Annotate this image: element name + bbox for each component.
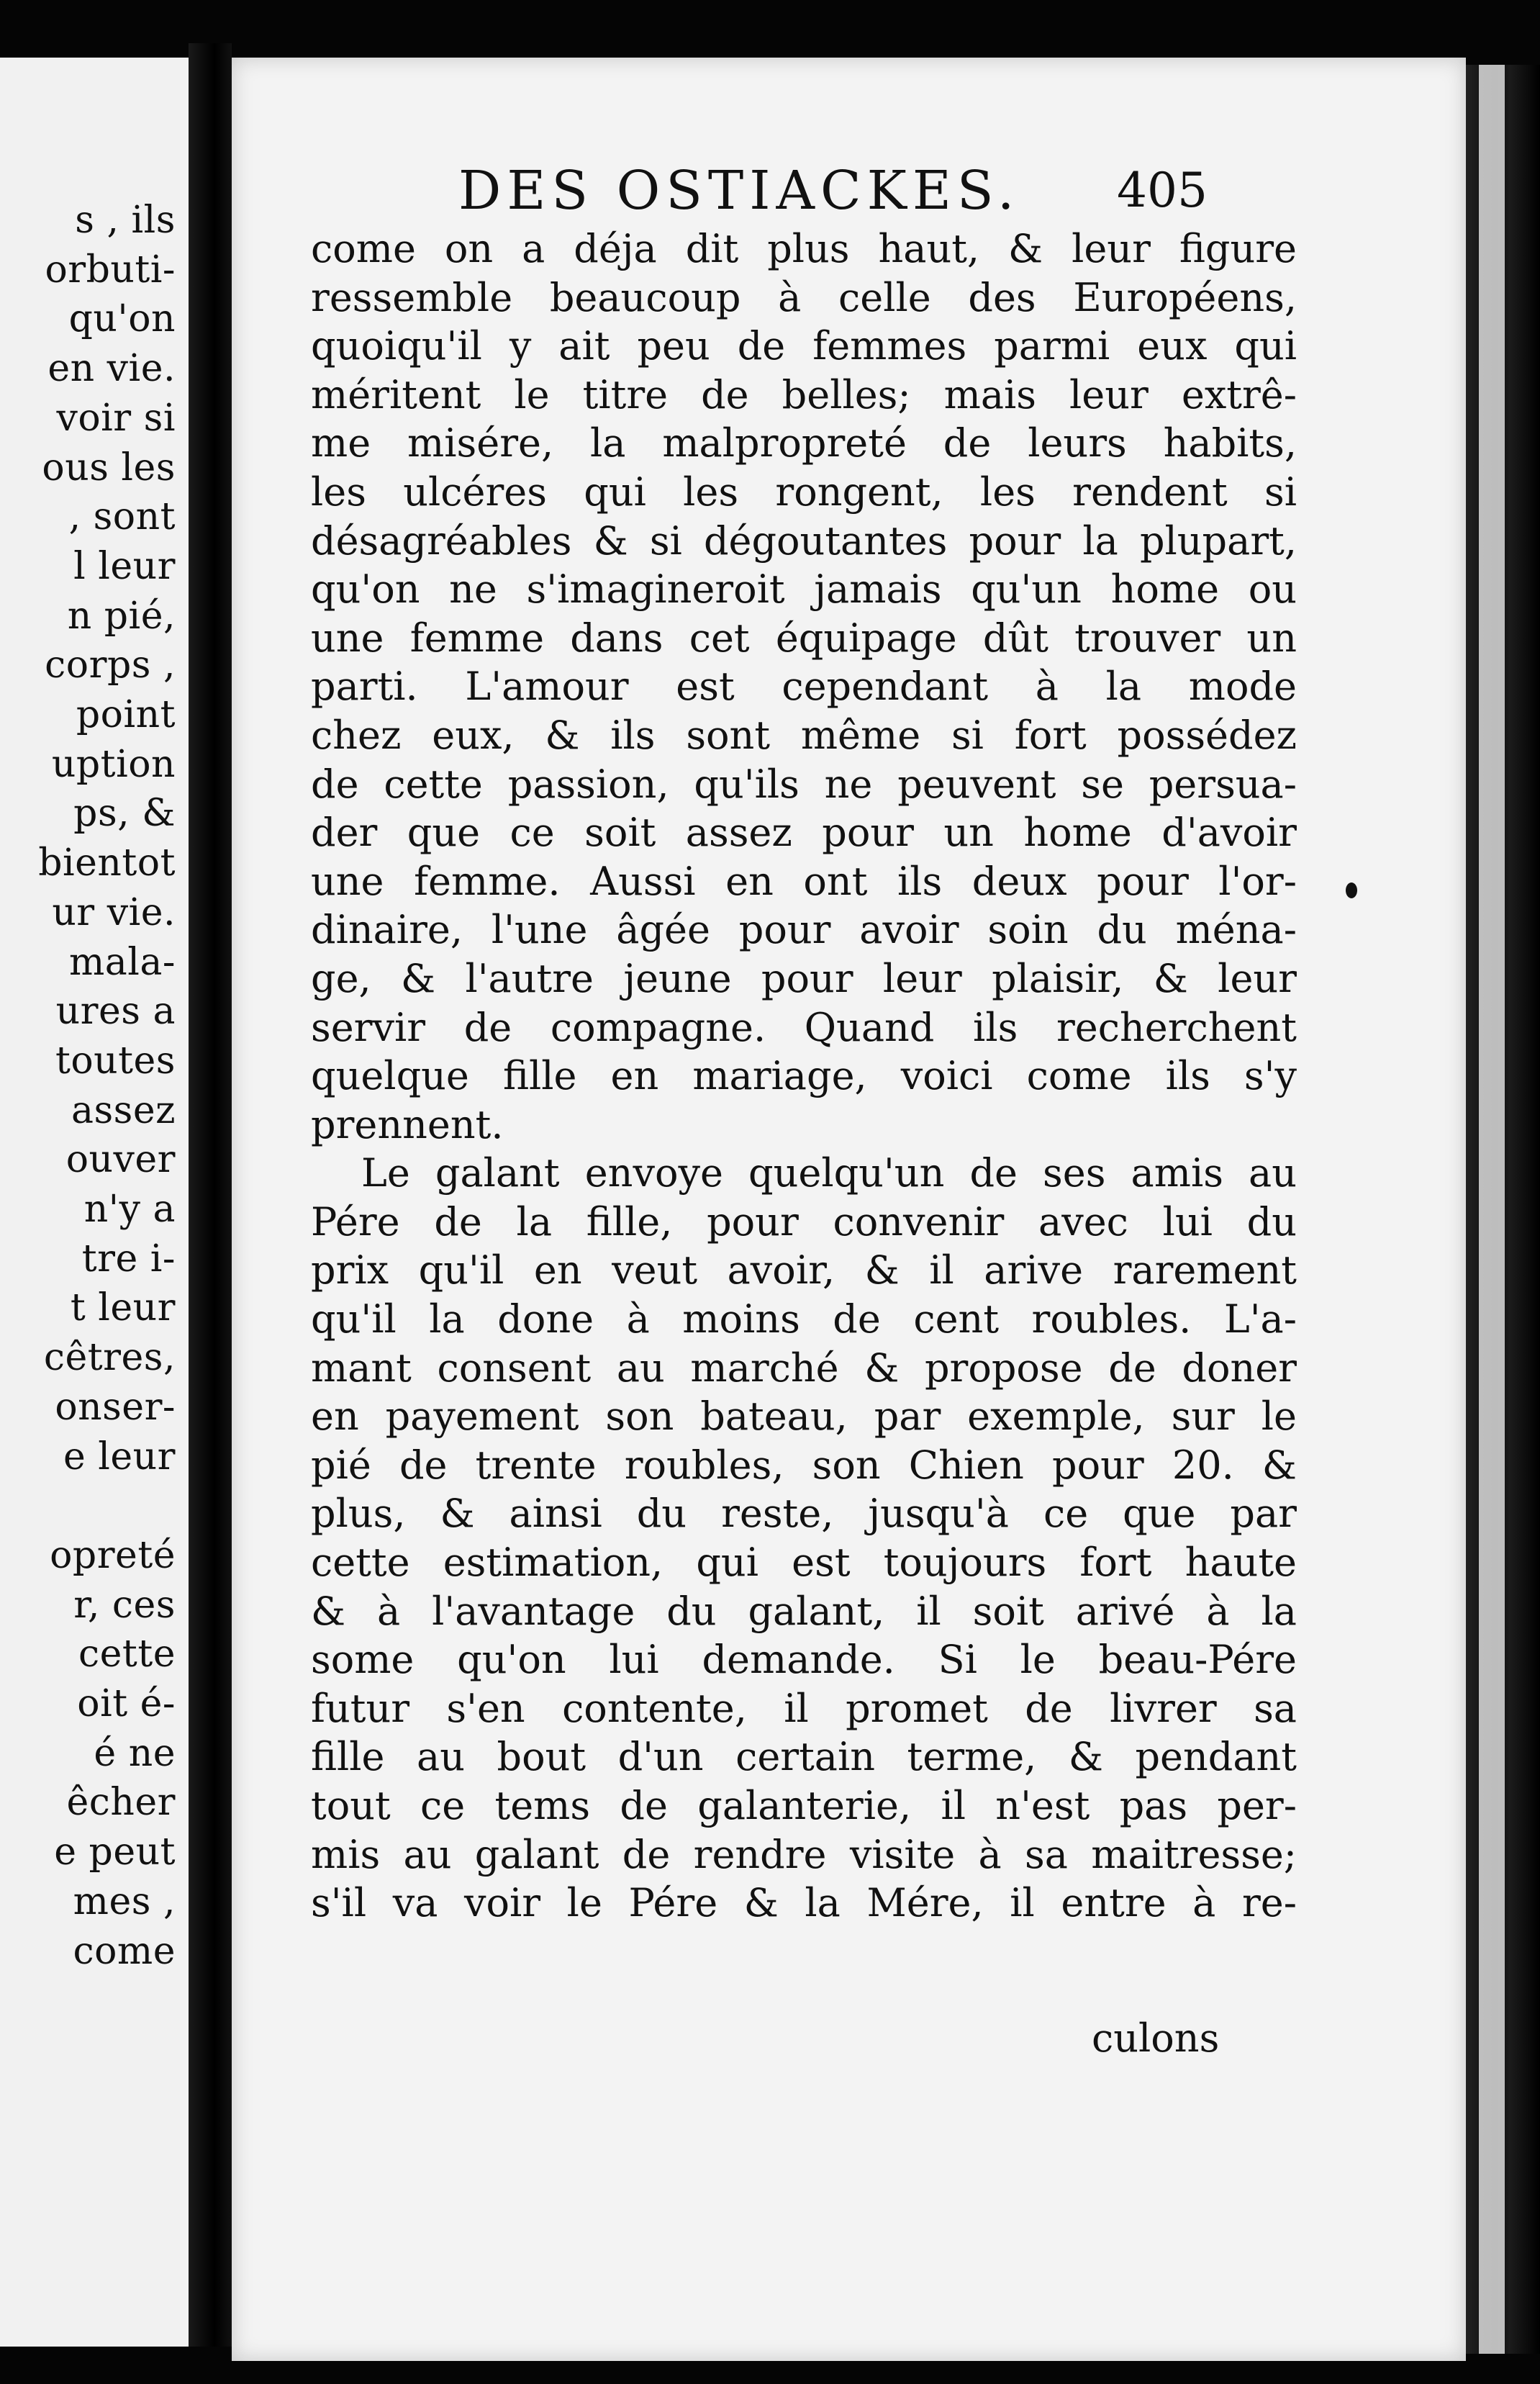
left-page-line: t leur	[70, 1286, 176, 1330]
text-line: chez eux, & ils sont même si fort possédez	[311, 712, 1297, 758]
left-page-line: mes ,	[73, 1879, 176, 1923]
left-page-line: ouver	[65, 1138, 176, 1182]
left-page-line: voir si	[56, 396, 176, 440]
text-line: prennent.	[311, 1101, 504, 1147]
book-gutter	[189, 43, 232, 2347]
text-line: qu'on ne s'imagineroit jamais qu'un home ou	[311, 566, 1297, 613]
text-line: servir de compagne. Quand ils recherchent	[311, 1004, 1297, 1050]
page-edge-strip	[1479, 65, 1505, 2354]
text-line: futur s'en contente, il promet de livrer sa	[311, 1685, 1297, 1731]
text-line: & à l'avantage du galant, il soit arivé à la	[311, 1588, 1297, 1634]
text-line: les ulcéres qui les rongent, les rendent si	[311, 469, 1297, 515]
text-line: me misére, la malpropreté de leurs habits,	[311, 420, 1297, 466]
left-page-line: orbuti-	[45, 248, 176, 292]
left-page-line: onser-	[55, 1385, 176, 1429]
text-line: mant consent au marché & propose de doner	[311, 1345, 1297, 1391]
left-page-line: s , ils	[75, 199, 176, 242]
text-line: pié de trente roubles, son Chien pour 20. &	[311, 1442, 1297, 1488]
text-line: plus, & ainsi du reste, jusqu'à ce que par	[311, 1491, 1297, 1537]
text-line: come on a déja dit plus haut, & leur figure	[311, 226, 1297, 271]
left-page-line: êcher	[66, 1781, 176, 1825]
left-page-line: tre i-	[81, 1237, 176, 1281]
left-page-line: mala-	[68, 940, 176, 984]
text-line: en payement son bateau, par exemple, sur le	[311, 1394, 1297, 1440]
text-line: fille au bout d'un certain terme, & pendant	[311, 1734, 1297, 1780]
left-page-line: r, ces	[73, 1583, 176, 1627]
ink-speck	[1346, 882, 1357, 898]
left-page-line: é ne	[94, 1731, 176, 1775]
text-line: de cette passion, qu'ils ne peuvent se persua-	[311, 761, 1297, 807]
text-line: some qu'on lui demande. Si le beau-Pére	[311, 1637, 1297, 1683]
catchword: culons	[1092, 2015, 1220, 2061]
text-line: prix qu'il en veut avoir, & il arive rarement	[311, 1247, 1297, 1293]
text-line: méritent le titre de belles; mais leur extrê-	[311, 371, 1297, 417]
text-line: mis au galant de rendre visite à sa maitresse;	[311, 1831, 1297, 1877]
text-line: dinaire, l'une âgée pour avoir soin du ména-	[311, 907, 1297, 953]
text-line: désagréables & si dégoutantes pour la plupart,	[311, 518, 1297, 564]
text-line: qu'il la done à moins de cent roubles. L'a-	[311, 1296, 1297, 1342]
left-page-line: come	[73, 1929, 176, 1973]
text-line: parti. L'amour est cependant à la mode	[311, 664, 1297, 710]
text-line: der que ce soit assez pour un home d'avoir	[311, 810, 1297, 856]
text-line: Pére de la fille, pour convenir avec lui du	[311, 1198, 1297, 1245]
text-line: ressemble beaucoup à celle des Européens,	[311, 274, 1297, 320]
left-page-line: ur vie.	[52, 890, 176, 934]
text-line: Le galant envoye quelqu'un de ses amis au	[361, 1150, 1297, 1196]
left-page-line: point	[76, 693, 176, 736]
text-line: une femme. Aussi en ont ils deux pour l'or-	[311, 858, 1297, 904]
left-page-line: corps ,	[45, 644, 176, 687]
left-page-line: assez	[71, 1088, 176, 1132]
left-page-line: ps, &	[73, 792, 176, 836]
left-page-line: bientot	[38, 841, 176, 885]
main-page	[232, 58, 1466, 2361]
left-page-line: en vie.	[47, 347, 176, 391]
text-line: une femme dans cet équipage dût trouver un	[311, 615, 1297, 661]
left-page-line: qu'on	[68, 297, 176, 341]
left-page-line: ures a	[55, 990, 176, 1034]
left-page-line: , sont	[68, 495, 176, 539]
right-page-edge	[1466, 65, 1540, 2354]
text-line: cette estimation, qui est toujours fort haute	[311, 1540, 1297, 1586]
left-page-line: ous les	[42, 446, 176, 489]
page-header	[232, 158, 1466, 223]
text-line: s'il va voir le Pére & la Mére, il entre à re-	[311, 1880, 1297, 1926]
left-page-line: n'y a	[83, 1188, 176, 1231]
left-page-line: cêtres,	[43, 1336, 176, 1380]
text-line: quelque fille en mariage, voici come ils s'y	[311, 1053, 1297, 1099]
left-page-line: cette	[78, 1633, 176, 1676]
text-line: tout ce tems de galanterie, il n'est pas per-	[311, 1783, 1297, 1828]
left-page-line: uption	[51, 742, 176, 786]
left-page-line: n pié,	[67, 594, 176, 638]
left-page-line: toutes	[55, 1039, 176, 1083]
text-line: ge, & l'autre jeune pour leur plaisir, & leur	[311, 955, 1297, 1001]
left-page-fragment	[0, 58, 190, 2347]
left-page-line: opreté	[50, 1533, 176, 1577]
left-page-line: oit é-	[77, 1682, 176, 1725]
body-text	[311, 225, 1297, 1928]
left-page-line: l leur	[73, 544, 176, 588]
text-line: quoiqu'il y ait peu de femmes parmi eux qui	[311, 323, 1297, 369]
running-head: DES OSTIACKES.	[458, 160, 1020, 222]
left-page-line: e peut	[54, 1830, 176, 1874]
page-number: 405	[1117, 163, 1208, 218]
left-page-line: e leur	[63, 1435, 176, 1478]
